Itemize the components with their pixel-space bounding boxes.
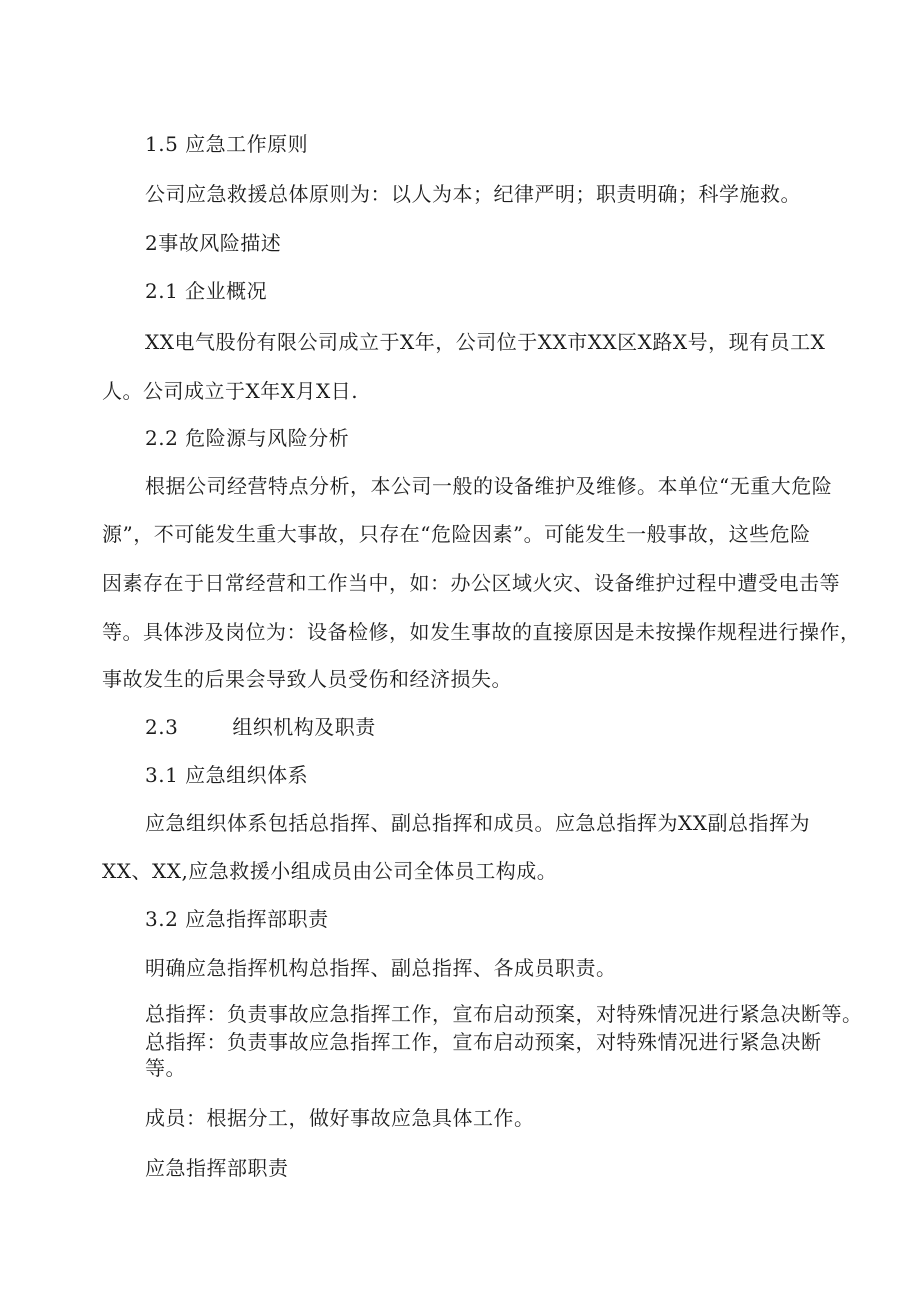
section-2-2-paragraph-line-2: 源”，不可能发生重大事故，只存在“危险因素”。可能发生一般事故，这些危险 [102, 522, 811, 546]
section-2-2-paragraph-line-4: 等。具体涉及岗位为：设备检修，如发生事故的直接原因是未按操作规程进行操作， [102, 620, 861, 644]
section-1-5-heading: 1.5 应急工作原则 [145, 132, 309, 156]
section-2-heading: 2事故风险描述 [145, 231, 282, 255]
section-2-2-heading: 2.2 危险源与风险分析 [145, 426, 350, 450]
section-2-2-paragraph-line-5: 事故发生的后果会导致人员受伤和经济损失。 [102, 667, 512, 691]
section-2-2-paragraph-line-3: 因素存在于日常经营和工作当中，如：办公区域火灾、设备维护过程中遭受电击等 [102, 571, 840, 595]
section-2-1-heading: 2.1 企业概况 [145, 279, 268, 303]
section-2-1-paragraph-line-1: XX电气股份有限公司成立于X年，公司位于XX市XX区X路X号，现有员工X [145, 330, 826, 354]
section-3-1-heading: 3.1 应急组织体系 [145, 763, 309, 787]
section-3-1-paragraph-line-1: 应急组织体系包括总指挥、副总指挥和成员。应急总指挥为XX副总指挥为 [145, 811, 810, 835]
section-2-3-heading [145, 714, 376, 740]
section-3-2-heading: 3.2 应急指挥部职责 [145, 907, 329, 931]
section-2-2-paragraph-line-1: 根据公司经营特点分析，本公司一般的设备维护及维修。本单位“无重大危险 [145, 474, 833, 498]
command-post-duty-heading: 应急指挥部职责 [145, 1156, 289, 1180]
section-2-3-title: 组织机构及职责 [232, 715, 376, 739]
section-3-2-paragraph: 明确应急指挥机构总指挥、副总指挥、各成员职责。 [145, 956, 617, 980]
section-3-1-paragraph-line-2: XX、XX,应急救援小组成员由公司全体员工构成。 [102, 859, 558, 883]
member-duty-line: 成员：根据分工，做好事故应急具体工作。 [145, 1106, 535, 1130]
commander-duty-duplicate-line-2: 等。 [145, 1056, 186, 1080]
section-2-3-number: 2.3 [145, 715, 179, 739]
section-1-5-paragraph: 公司应急救援总体原则为：以人为本；纪律严明；职责明确；科学施救。 [145, 182, 801, 206]
commander-duty-duplicate-line-1: 总指挥：负责事故应急指挥工作，宣布启动预案，对特殊情况进行紧急决断 [145, 1030, 822, 1054]
commander-duty-line: 总指挥：负责事故应急指挥工作，宣布启动预案，对特殊情况进行紧急决断等。 [145, 1002, 863, 1026]
section-2-1-paragraph-line-2: 人。公司成立于X年X月X日. [102, 379, 359, 403]
